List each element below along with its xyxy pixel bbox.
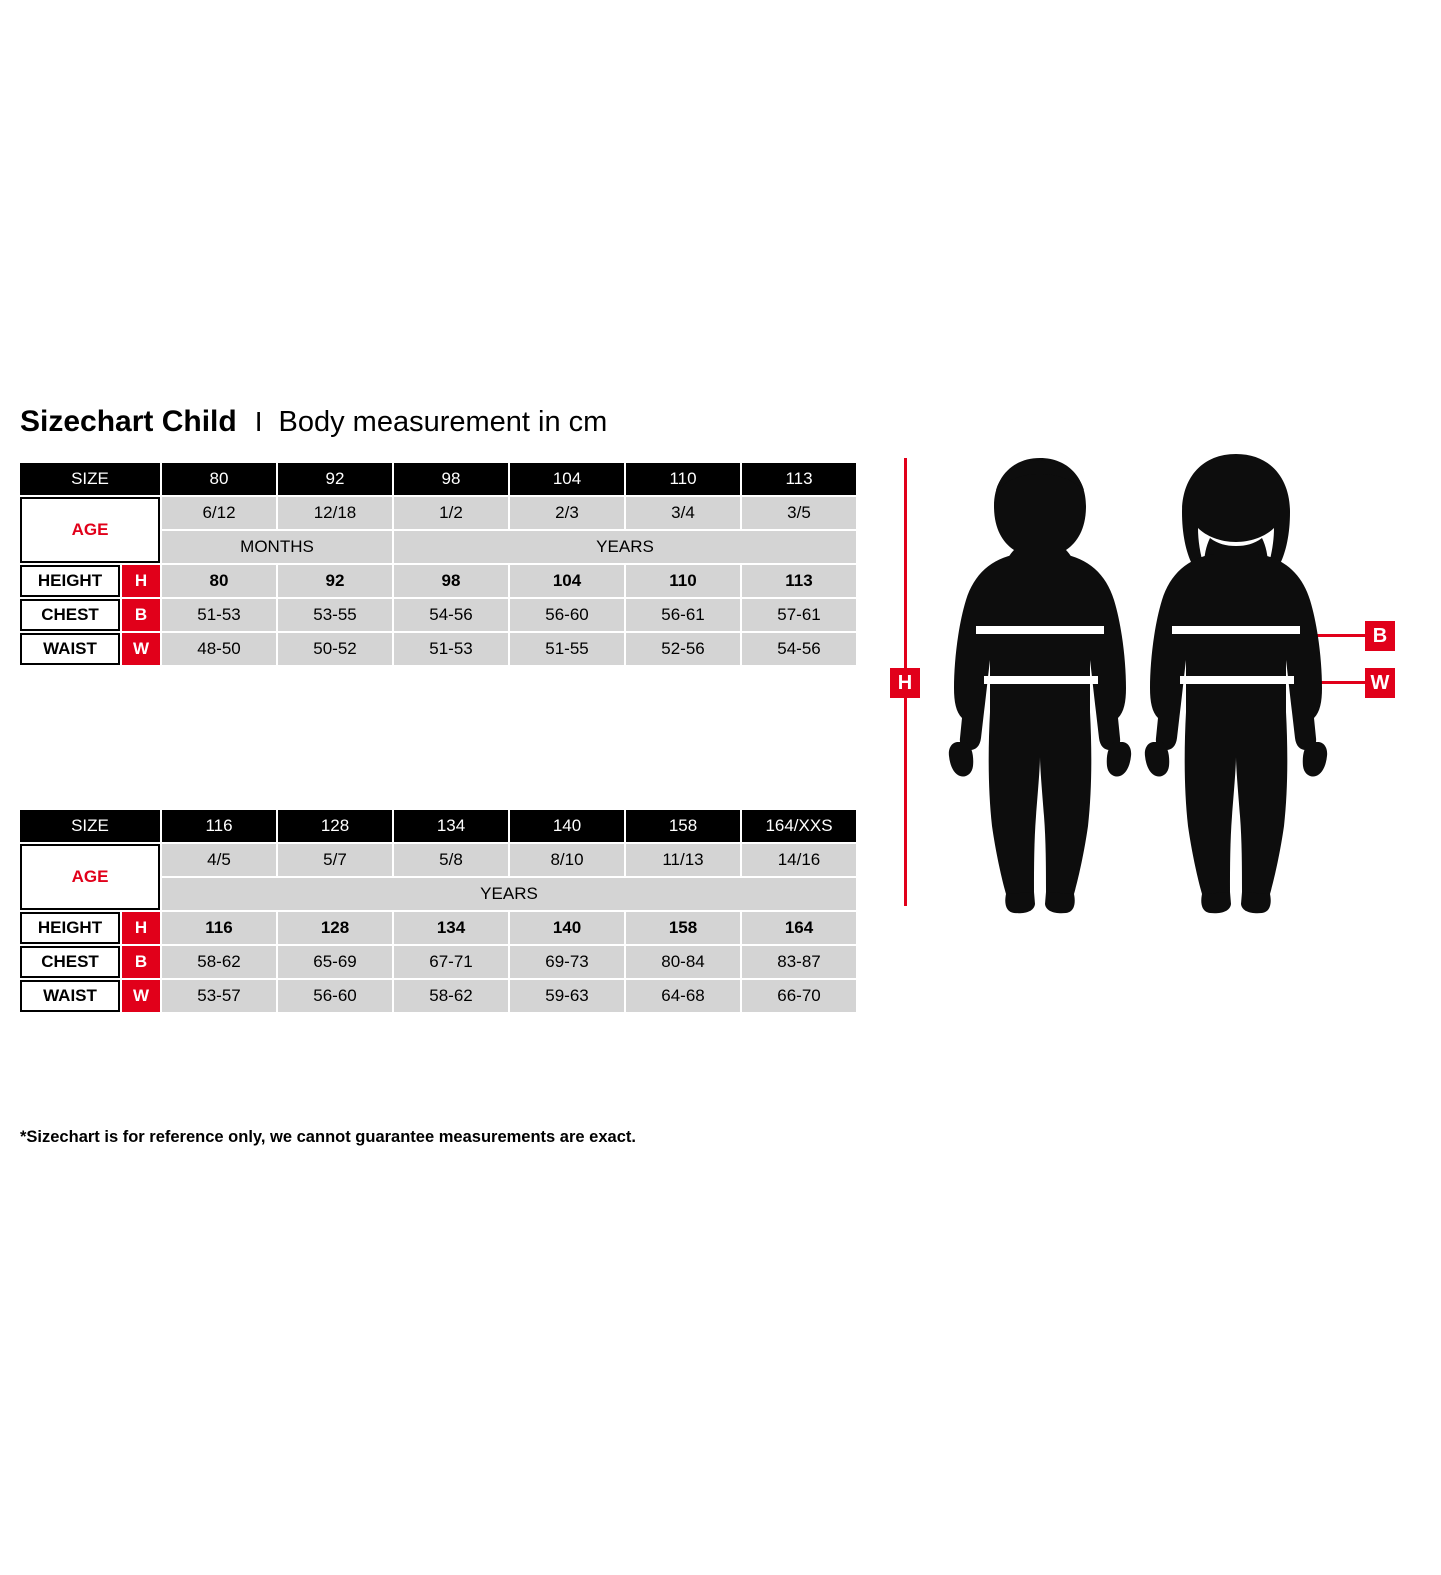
row-label-chest: CHEST bbox=[20, 946, 120, 978]
age-unit-years: YEARS bbox=[394, 531, 856, 563]
age-value: 1/2 bbox=[394, 497, 508, 529]
chest-tag: B bbox=[122, 599, 160, 631]
waist-value: 54-56 bbox=[742, 633, 856, 665]
waist-value: 48-50 bbox=[162, 633, 276, 665]
height-tag: H bbox=[122, 565, 160, 597]
table-row-size bbox=[20, 810, 856, 842]
chest-value: 56-60 bbox=[510, 599, 624, 631]
waist-value: 56-60 bbox=[278, 980, 392, 1012]
title-subtitle: Body measurement in cm bbox=[278, 406, 608, 438]
boy-waist-band bbox=[984, 676, 1098, 684]
waist-tag: W bbox=[122, 633, 160, 665]
height-value: 92 bbox=[278, 565, 392, 597]
height-value: 158 bbox=[626, 912, 740, 944]
row-label-size: SIZE bbox=[20, 463, 160, 495]
waist-value: 58-62 bbox=[394, 980, 508, 1012]
row-label-size: SIZE bbox=[20, 810, 160, 842]
size-value: 164/XXS bbox=[742, 810, 856, 842]
height-tag: H bbox=[122, 912, 160, 944]
row-label-waist: WAIST bbox=[20, 633, 120, 665]
age-value: 5/7 bbox=[278, 844, 392, 876]
age-value: 12/18 bbox=[278, 497, 392, 529]
waist-value: 52-56 bbox=[626, 633, 740, 665]
waist-value: 51-53 bbox=[394, 633, 508, 665]
sizechart-table-large bbox=[18, 808, 858, 1014]
girl-chest-band bbox=[1172, 626, 1300, 634]
age-unit-years: YEARS bbox=[162, 878, 856, 910]
chest-value: 83-87 bbox=[742, 946, 856, 978]
height-value: 116 bbox=[162, 912, 276, 944]
waist-value: 64-68 bbox=[626, 980, 740, 1012]
height-value: 80 bbox=[162, 565, 276, 597]
chest-value: 54-56 bbox=[394, 599, 508, 631]
chest-tag: B bbox=[122, 946, 160, 978]
size-value: 134 bbox=[394, 810, 508, 842]
size-value: 80 bbox=[162, 463, 276, 495]
row-label-height: HEIGHT bbox=[20, 912, 120, 944]
size-value: 98 bbox=[394, 463, 508, 495]
size-value: 92 bbox=[278, 463, 392, 495]
table-row-chest bbox=[20, 599, 856, 631]
size-value: 128 bbox=[278, 810, 392, 842]
girl-waist-band bbox=[1180, 676, 1294, 684]
age-value: 6/12 bbox=[162, 497, 276, 529]
age-value: 11/13 bbox=[626, 844, 740, 876]
waist-value: 59-63 bbox=[510, 980, 624, 1012]
row-label-chest: CHEST bbox=[20, 599, 120, 631]
age-value: 2/3 bbox=[510, 497, 624, 529]
chest-value: 80-84 bbox=[626, 946, 740, 978]
size-value: 113 bbox=[742, 463, 856, 495]
table-row-age bbox=[20, 497, 856, 529]
chest-value: 57-61 bbox=[742, 599, 856, 631]
title-separator: I bbox=[254, 406, 263, 437]
table-row-waist bbox=[20, 633, 856, 665]
chest-value: 58-62 bbox=[162, 946, 276, 978]
height-value: 98 bbox=[394, 565, 508, 597]
size-value: 158 bbox=[626, 810, 740, 842]
height-value: 128 bbox=[278, 912, 392, 944]
waist-value: 53-57 bbox=[162, 980, 276, 1012]
height-value: 134 bbox=[394, 912, 508, 944]
age-value: 5/8 bbox=[394, 844, 508, 876]
row-label-waist: WAIST bbox=[20, 980, 120, 1012]
age-value: 4/5 bbox=[162, 844, 276, 876]
chest-value: 69-73 bbox=[510, 946, 624, 978]
age-value: 3/5 bbox=[742, 497, 856, 529]
table-row-waist bbox=[20, 980, 856, 1012]
height-value: 140 bbox=[510, 912, 624, 944]
height-value: 113 bbox=[742, 565, 856, 597]
waist-value: 50-52 bbox=[278, 633, 392, 665]
waist-value: 51-55 bbox=[510, 633, 624, 665]
silhouette-svg bbox=[940, 450, 1360, 920]
size-value: 140 bbox=[510, 810, 624, 842]
measurement-figure bbox=[880, 440, 1420, 940]
row-label-height: HEIGHT bbox=[20, 565, 120, 597]
age-value: 8/10 bbox=[510, 844, 624, 876]
size-value: 104 bbox=[510, 463, 624, 495]
sizechart-table-small bbox=[18, 461, 858, 667]
boy-silhouette bbox=[949, 458, 1131, 913]
chest-value: 51-53 bbox=[162, 599, 276, 631]
table-row-height bbox=[20, 565, 856, 597]
chest-value: 67-71 bbox=[394, 946, 508, 978]
waist-value: 66-70 bbox=[742, 980, 856, 1012]
chest-value: 65-69 bbox=[278, 946, 392, 978]
age-value: 3/4 bbox=[626, 497, 740, 529]
row-label-age: AGE bbox=[20, 497, 160, 563]
footnote: *Sizechart is for reference only, we cannot guarantee measurements are exact. bbox=[20, 1128, 636, 1146]
table-row-chest bbox=[20, 946, 856, 978]
age-unit-months: MONTHS bbox=[162, 531, 392, 563]
chest-value: 56-61 bbox=[626, 599, 740, 631]
row-label-age: AGE bbox=[20, 844, 160, 910]
child-silhouettes bbox=[940, 450, 1360, 920]
table-row-age bbox=[20, 844, 856, 876]
age-value: 14/16 bbox=[742, 844, 856, 876]
table-row-height bbox=[20, 912, 856, 944]
height-value: 104 bbox=[510, 565, 624, 597]
height-value: 164 bbox=[742, 912, 856, 944]
table-row-size bbox=[20, 463, 856, 495]
chest-badge: B bbox=[1365, 621, 1395, 651]
boy-chest-band bbox=[976, 626, 1104, 634]
chest-value: 53-55 bbox=[278, 599, 392, 631]
height-badge: H bbox=[890, 668, 920, 698]
page-title bbox=[20, 405, 607, 439]
title-main: Sizechart Child bbox=[20, 405, 237, 438]
size-value: 110 bbox=[626, 463, 740, 495]
size-value: 116 bbox=[162, 810, 276, 842]
waist-badge: W bbox=[1365, 668, 1395, 698]
waist-tag: W bbox=[122, 980, 160, 1012]
height-value: 110 bbox=[626, 565, 740, 597]
